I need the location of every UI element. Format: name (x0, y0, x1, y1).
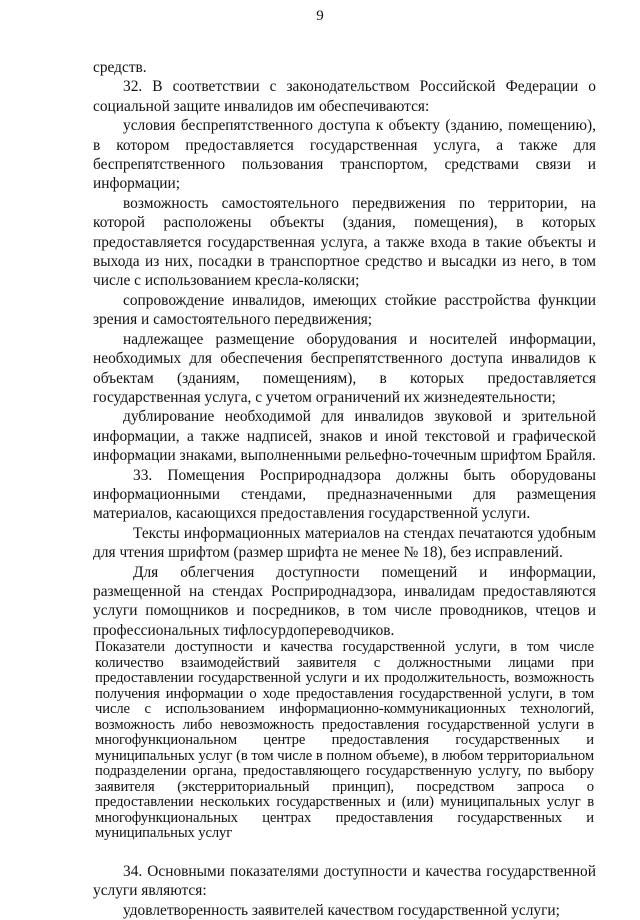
paragraph: надлежащее размещение оборудования и носителей информации, необходимых для обеспечения беспрепятственного доступа инвалидов к объектам (зданиям, помещениям), в которых предоставляется государственная услуга, с учетом ограничений их жизнедеятельности; (93, 330, 596, 406)
paragraph: возможность самостоятельного передвижения по территории, на которой расположены объекты (здания, помещения), в которых предоставляется государственная услуга, а также входа в такие объекты и выхода из них, посадки в транспортное средство и высадки из него, в том числе с использованием кресла-коляски; (93, 194, 596, 290)
paragraph: Для облегчения доступности помещений и информации, размещенной на стендах Росприроднадзора, инвалидам предоставляются услуги помощников и посредников, в том числе проводников, чтецов и профессиональных тифлосурдопереводчиков. (93, 563, 596, 639)
section-heading: Показатели доступности и качества государственной услуги, в том числе количество взаимодействий заявителя с должностными лицами при предоставлении государственной услуги и их продолжительность, возможность получения информации о ходе предоставления государственной услуги, в том числе с использованием информационно-коммуникационных технологий, возможность либо невозможность предоставления государственной услуги в многофункциональном центре предоставления государственных и муниципальных услуг (в том числе в полном объеме), в любом территориальном подразделении органа, предоставляющего государственную услугу, по выбору заявителя (экстерриториальный принцип), посредством запроса о предоставлении нескольких государственных и (или) муниципальных услуг в многофункциональных центрах предоставления государственных и муниципальных услуг (95, 639, 594, 842)
paragraph: удовлетворенность заявителей качеством государственной услуги; (123, 901, 560, 919)
paragraph: 33. Помещения Росприроднадзора должны быть оборудованы информационными стендами, предназначенными для размещения материалов, касающихся предоставления государственной услуги. (93, 466, 596, 523)
document-body (93, 58, 596, 920)
paragraph: средств. (93, 59, 147, 76)
paragraph: дублирование необходимой для инвалидов звуковой и зрительной информации, а также надписей, знаков и иной текстовой и графической информации знаками, выполненными рельефно-точечным шрифтом Брайля. (93, 408, 596, 465)
paragraph: сопровождение инвалидов, имеющих стойкие расстройства функции зрения и самостоятельного передвижения; (93, 291, 596, 329)
paragraph: 32. В соответствии с законодательством Российской Федерации о социальной защите инвалидов им обеспечиваются: (93, 78, 596, 115)
page-number: 9 (316, 8, 324, 24)
paragraph: 34. Основными показателями доступности и качества государственной услуги являются: (93, 862, 596, 900)
paragraph: условия беспрепятственного доступа к объекту (зданию, помещению), в котором предоставляется государственная услуга, а также для беспрепятственного пользования транспортом, средствами связи и информации; (93, 117, 596, 193)
paragraph: Тексты информационных материалов на стендах печатаются удобным для чтения шрифтом (размер шрифта не менее № 18), без исправлений. (93, 524, 596, 562)
